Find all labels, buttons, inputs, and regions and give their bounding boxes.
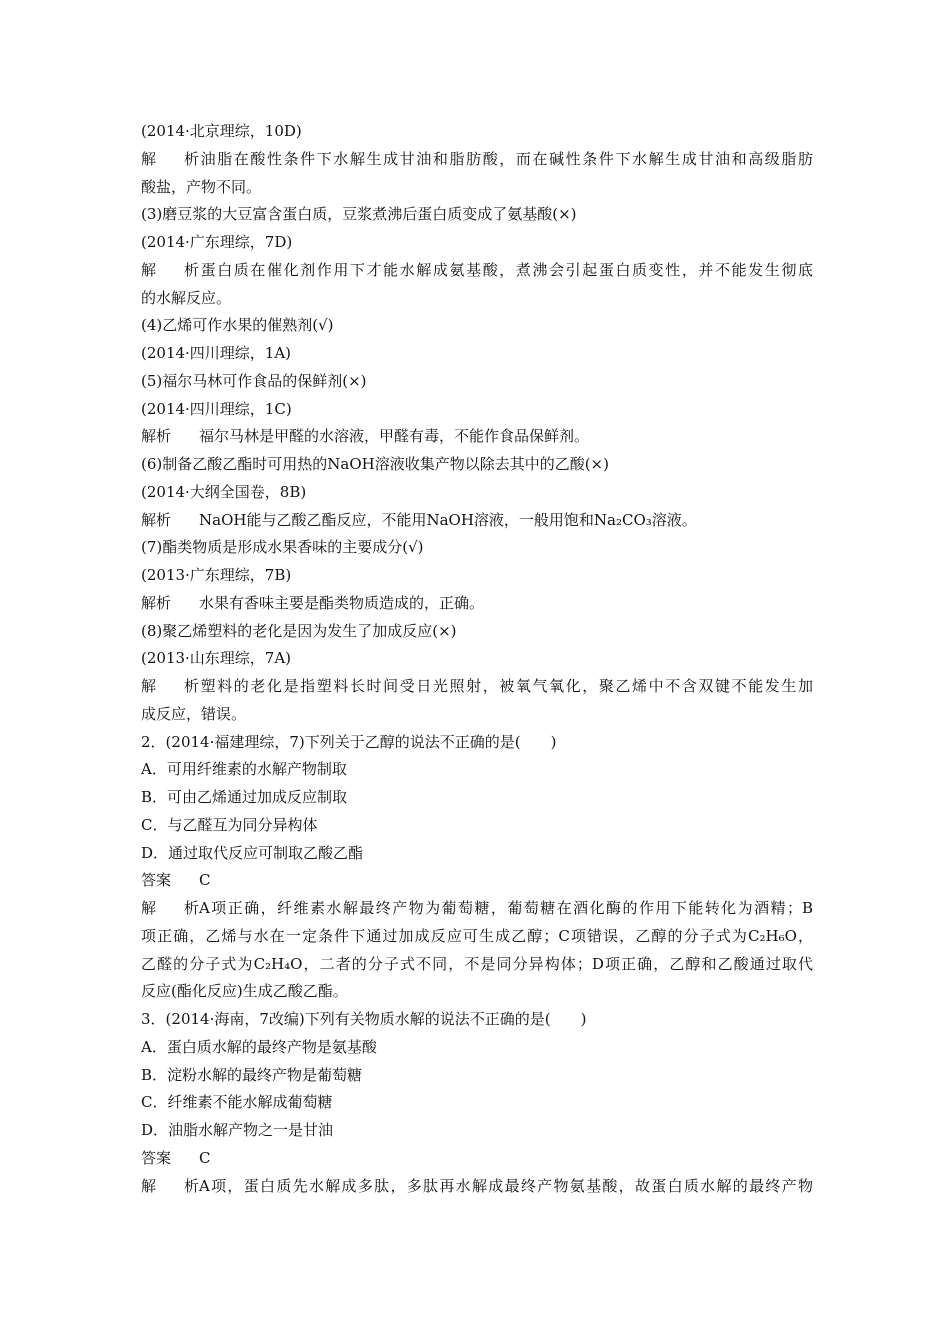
line-text: 酸盐，产物不同。 [141, 177, 262, 196]
text-line [141, 534, 813, 562]
text-line [141, 867, 813, 895]
line-text: 的水解反应。 [141, 288, 232, 307]
line-text: 项正确，乙烯与水在一定条件下通过加成反应可生成乙醇；C项错误，乙醇的分子式为C₂H₆O， [141, 926, 813, 945]
line-label: 解析 [141, 677, 199, 695]
line-text: 反应(酯化反应)生成乙酸乙酯。 [141, 982, 348, 1001]
line-text: 乙醛的分子式为C₂H₄O，二者的分子式不同，不是同分异构体；D项正确，乙醇和乙酸通过取代 [141, 954, 813, 973]
text-line [141, 229, 813, 257]
line-label: 解析 [141, 260, 199, 279]
text-line [141, 701, 813, 729]
line-text: (7)酯类物质是形成水果香味的主要成分(√) [141, 538, 424, 557]
line-text: (4)乙烯可作水果的催熟剂(√) [141, 316, 334, 335]
text-line [141, 923, 813, 951]
line-text: (2013·广东理综，7B) [141, 566, 292, 584]
text-line [141, 978, 813, 1006]
line-text: D．通过取代反应可制取乙酸乙酯 [141, 843, 364, 862]
text-line [141, 951, 813, 979]
document-body [141, 118, 813, 1200]
line-text: D．油脂水解产物之一是甘油 [141, 1121, 334, 1139]
line-text: 水果有香味主要是酯类物质造成的，正确。 [199, 593, 485, 612]
line-text: (2014·四川理综，1A) [141, 344, 292, 362]
text-line [141, 812, 813, 840]
line-label: 解析 [141, 899, 199, 917]
line-text: 塑料的老化是指塑料长时间受日光照射，被氧气氧化，聚乙烯中不含双键不能发生加 [199, 677, 813, 695]
text-line [141, 312, 813, 340]
line-label: 解析 [141, 1176, 199, 1195]
text-line [141, 729, 813, 757]
line-text: (6)制备乙酸乙酯时可用热的NaOH溶液收集产物以除去其中的乙酸(×) [141, 455, 609, 473]
line-text: 福尔马林是甲醛的水溶液，甲醛有毒，不能作食品保鲜剂。 [199, 427, 590, 446]
line-text: 油脂在酸性条件下水解生成甘油和脂肪酸，而在碱性条件下水解生成甘油和高级脂肪 [199, 149, 813, 168]
text-line [141, 1062, 813, 1090]
text-line [141, 451, 813, 479]
line-text: C．纤维素不能水解成葡萄糖 [141, 1093, 333, 1112]
line-text: (8)聚乙烯塑料的老化是因为发生了加成反应(×) [141, 621, 457, 640]
line-text: (2014·大纲全国卷，8B) [141, 482, 307, 501]
text-line [141, 174, 813, 202]
line-text: 成反应，错误。 [141, 704, 247, 723]
line-label: 解析 [141, 510, 172, 529]
text-line [141, 1117, 813, 1145]
text-line [141, 562, 813, 590]
line-text: A．蛋白质水解的最终产物是氨基酸 [141, 1037, 377, 1056]
text-line [141, 118, 813, 146]
text-line [141, 479, 813, 507]
text-line [141, 895, 813, 923]
text-line [141, 840, 813, 868]
line-label: 解析 [141, 149, 199, 168]
text-line [141, 423, 813, 451]
line-text: C [199, 871, 211, 890]
text-line [141, 1034, 813, 1062]
text-line [141, 340, 813, 368]
line-text: A．可用纤维素的水解产物制取 [141, 760, 347, 779]
line-text: A项正确，纤维素水解最终产物为葡萄糖，葡萄糖在酒化酶的作用下能转化为酒精；B [199, 899, 813, 917]
text-line [141, 257, 813, 285]
text-line [141, 590, 813, 618]
line-text: NaOH能与乙酸乙酯反应，不能用NaOH溶液，一般用饱和Na₂CO₃溶液。 [199, 510, 697, 529]
line-text: 2．(2014·福建理综，7)下列关于乙醇的说法不正确的是( ) [141, 732, 557, 751]
line-text: (2014·广东理综，7D) [141, 233, 293, 251]
text-line [141, 285, 813, 313]
text-line [141, 507, 813, 535]
text-line [141, 1145, 813, 1173]
line-text: (2013·山东理综，7A) [141, 649, 292, 668]
line-text: (2014·北京理综，10D) [141, 122, 302, 140]
text-line [141, 618, 813, 646]
line-text: C．与乙醛互为同分异构体 [141, 815, 318, 834]
text-line [141, 146, 813, 174]
line-text: C [199, 1148, 211, 1167]
line-text: A项，蛋白质先水解成多肽，多肽再水解成最终产物氨基酸，故蛋白质水解的最终产物 [199, 1176, 813, 1195]
text-line [141, 784, 813, 812]
line-text: (2014·四川理综，1C) [141, 399, 292, 418]
line-text: (3)磨豆浆的大豆富含蛋白质，豆浆煮沸后蛋白质变成了氨基酸(×) [141, 205, 577, 224]
text-line [141, 1089, 813, 1117]
text-line [141, 645, 813, 673]
text-line [141, 368, 813, 396]
line-label: 解析 [141, 427, 172, 446]
text-line [141, 201, 813, 229]
line-text: 3．(2014·海南，7改编)下列有关物质水解的说法不正确的是( ) [141, 1010, 587, 1028]
text-line [141, 396, 813, 424]
line-text: B．淀粉水解的最终产物是葡萄糖 [141, 1065, 363, 1084]
line-label: 解析 [141, 593, 172, 612]
text-line [141, 1173, 813, 1201]
text-line [141, 673, 813, 701]
line-label: 答案 [141, 871, 172, 890]
line-text: (5)福尔马林可作食品的保鲜剂(×) [141, 371, 367, 390]
line-label: 答案 [141, 1148, 172, 1167]
line-text: B．可由乙烯通过加成反应制取 [141, 788, 348, 806]
text-line [141, 1006, 813, 1034]
text-line [141, 756, 813, 784]
line-text: 蛋白质在催化剂作用下才能水解成氨基酸，煮沸会引起蛋白质变性，并不能发生彻底 [199, 260, 813, 279]
